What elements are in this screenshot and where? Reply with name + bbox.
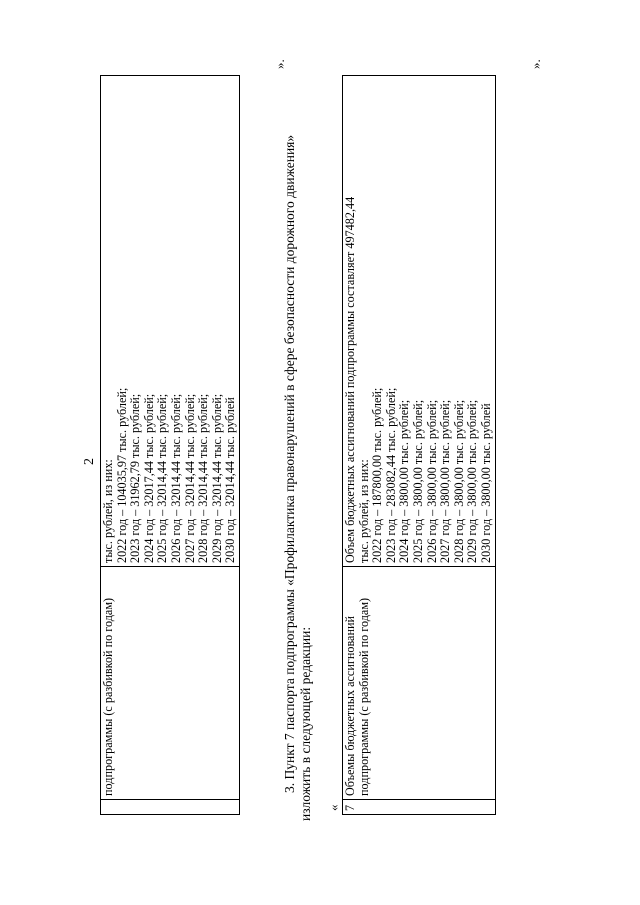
value-line: 2028 год – 32014,44 тыс. рублей;	[196, 393, 211, 563]
label-line: Объемы бюджетных ассигнований	[343, 615, 357, 796]
value-line: 2025 год – 32014,44 тыс. рублей;	[155, 393, 170, 563]
value-line: 2026 год – 3800,00 тыс. рублей;	[424, 399, 439, 563]
value-line: 2027 год – 32014,44 тыс. рублей;	[182, 393, 197, 563]
value-line: 2029 год – 32014,44 тыс. рублей;	[209, 393, 224, 563]
value-line: 2029 год – 3800,00 тыс. рублей;	[465, 399, 480, 563]
value-line: 2023 год – 31962,79 тыс. рублей;	[128, 393, 143, 563]
value-line: 2028 год – 3800,00 тыс. рублей;	[451, 399, 466, 563]
closing-quote-2: ».	[528, 59, 543, 69]
value-line: 2022 год – 187800,00 тыс. рублей;	[370, 387, 385, 563]
row-label-cell: подпрограммы (с разбивкой по годам)	[101, 567, 240, 800]
value-line: 2025 год – 3800,00 тыс. рублей;	[410, 399, 425, 563]
row-value-cell	[101, 76, 240, 567]
row-label-cell	[343, 567, 496, 800]
row-number-cell: 7	[343, 800, 496, 815]
opening-quote: «	[326, 804, 341, 811]
value-line: Объем бюджетных ассигнований подпрограммы составляет 497482,44	[343, 196, 357, 563]
funding-table-top	[100, 75, 240, 815]
value-line: 2024 год – 32017,44 тыс. рублей;	[141, 393, 156, 563]
page-number: 2	[82, 458, 97, 465]
closing-quote: ».	[272, 59, 287, 69]
value-line: тыс. рублей, из них:	[356, 459, 371, 563]
funding-table-bottom	[342, 75, 496, 815]
value-line: 2027 год – 3800,00 тыс. рублей;	[438, 399, 453, 563]
amendment-paragraph	[282, 81, 314, 821]
paragraph-line: изложить в следующей редакции:	[298, 626, 313, 821]
paragraph-line: 3. Пункт 7 паспорта подпрограммы «Профилактика правонарушений в сфере безопасности дорожного движения»	[282, 134, 297, 793]
value-line: 2030 год – 32014,44 тыс. рублей	[223, 397, 238, 563]
value-line: 2023 год – 283082,44 тыс. рублей;	[383, 387, 398, 563]
value-line: 2022 год – 104035,97 тыс. рублей;	[114, 387, 129, 563]
value-line: тыс. рублей, из них:	[101, 459, 115, 563]
table-row	[343, 76, 496, 815]
label-line: подпрограммы (с разбивкой по годам)	[356, 597, 371, 796]
row-value-cell	[343, 76, 496, 567]
row-number-cell	[101, 800, 240, 815]
value-line: 2024 год – 3800,00 тыс. рублей;	[397, 399, 412, 563]
table-row	[101, 76, 240, 815]
value-line: 2026 год – 32014,44 тыс. рублей;	[168, 393, 183, 563]
value-line: 2030 год – 3800,00 тыс. рублей	[478, 403, 493, 563]
